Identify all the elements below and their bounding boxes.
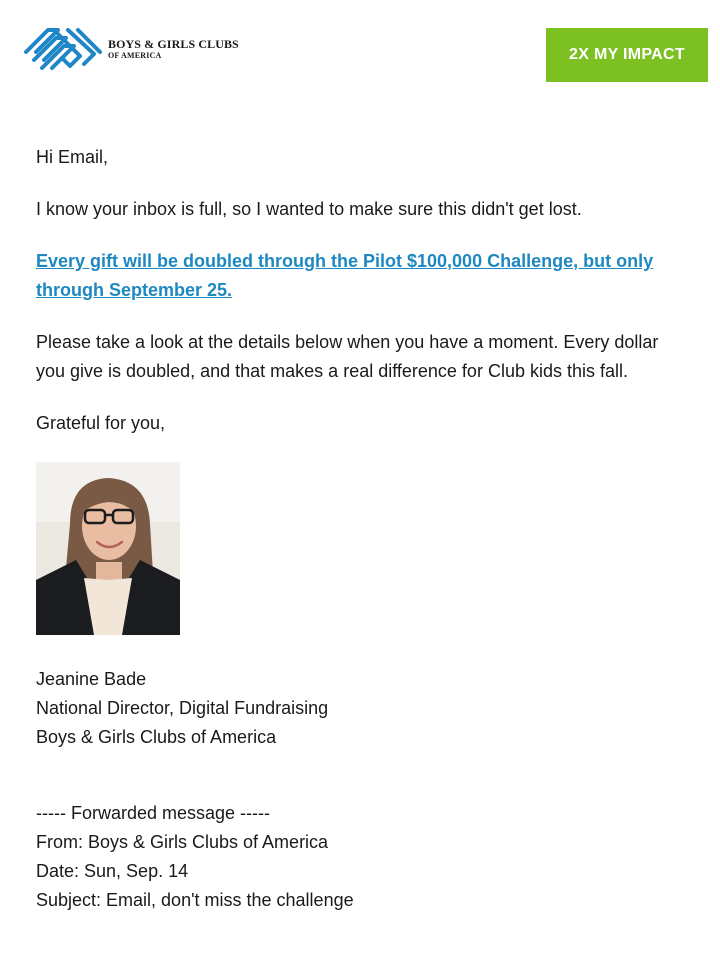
email-header bbox=[0, 0, 720, 100]
double-impact-button[interactable]: 2X MY IMPACT bbox=[546, 28, 708, 82]
logo-line-2: OF AMERICA bbox=[108, 51, 162, 60]
signature-block bbox=[36, 665, 686, 752]
signer-photo bbox=[36, 462, 180, 635]
forwarded-from: From: Boys & Girls Clubs of America bbox=[36, 832, 329, 852]
signoff: Grateful for you, bbox=[36, 413, 166, 433]
greeting: Hi Email, bbox=[36, 147, 109, 167]
forwarded-header: ----- Forwarded message ----- bbox=[36, 803, 271, 823]
challenge-link[interactable]: Every gift will be doubled through the Pilot $100,000 Challenge, but only through September 25. bbox=[36, 251, 654, 300]
details-paragraph: Please take a look at the details below when you have a moment. Every dollar you give is doubled, and that makes a real difference for Club kids this fall. bbox=[36, 332, 659, 381]
signer-name: Jeanine Bade bbox=[36, 669, 147, 689]
hands-logo-icon bbox=[22, 24, 102, 76]
logo-wordmark bbox=[108, 38, 239, 62]
forwarded-date: Date: Sun, Sep. 14 bbox=[36, 861, 189, 881]
logo-line-1: BOYS & GIRLS CLUBS bbox=[108, 37, 239, 51]
intro-paragraph: I know your inbox is full, so I wanted to make sure this didn't get lost. bbox=[36, 199, 582, 219]
signer-title: National Director, Digital Fundraising bbox=[36, 698, 329, 718]
bgca-logo[interactable] bbox=[22, 24, 239, 76]
forwarded-block bbox=[36, 799, 686, 915]
forwarded-subject: Subject: Email, don't miss the challenge bbox=[36, 890, 354, 910]
signer-org: Boys & Girls Clubs of America bbox=[36, 727, 277, 747]
email-body bbox=[36, 143, 686, 915]
